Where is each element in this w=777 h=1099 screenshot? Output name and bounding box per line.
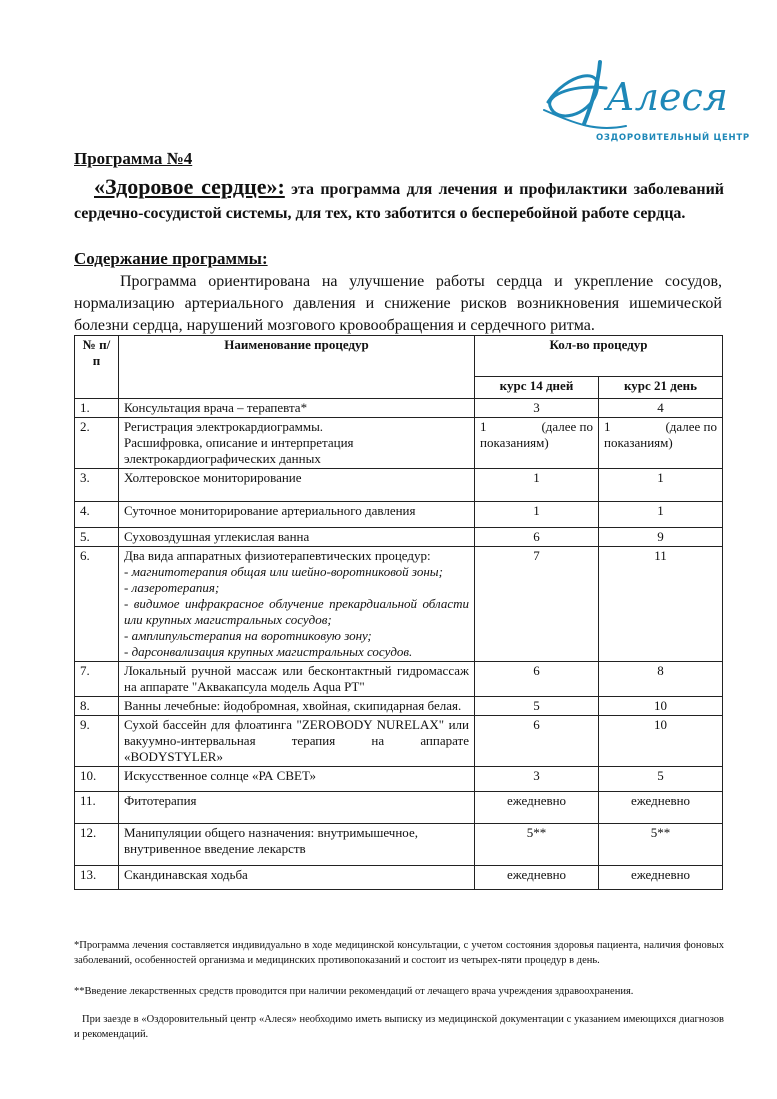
row-num: 2. bbox=[75, 418, 119, 469]
row-name: Холтеровское мониторирование bbox=[119, 469, 475, 502]
row-q14-c: показаниям) bbox=[480, 435, 549, 450]
row-q14: ежедневно bbox=[475, 866, 599, 890]
row-q14 bbox=[475, 418, 599, 469]
row-q21: ежедневно bbox=[599, 866, 723, 890]
row-num: 3. bbox=[75, 469, 119, 502]
row-q21-a: 1 bbox=[604, 419, 611, 434]
row-q14: 5** bbox=[475, 824, 599, 866]
row-q21: 8 bbox=[599, 662, 723, 697]
table-row bbox=[75, 528, 723, 547]
row-q14: 3 bbox=[475, 767, 599, 792]
table-row bbox=[75, 502, 723, 528]
table-row bbox=[75, 399, 723, 418]
row-q21: 10 bbox=[599, 716, 723, 767]
row-sub-item: - магнитотерапия общая или шейно-воротниковой зоны; bbox=[124, 564, 443, 579]
row-q21: 4 bbox=[599, 399, 723, 418]
row-num: 5. bbox=[75, 528, 119, 547]
row-q14-a: 1 bbox=[480, 419, 487, 434]
col-qty-header: Кол-во процедур bbox=[475, 336, 723, 377]
table-row bbox=[75, 662, 723, 697]
row-name-line: Регистрация электрокардиограммы. bbox=[124, 419, 324, 434]
row-name: Скандинавская ходьба bbox=[119, 866, 475, 890]
row-q21-b: (далее по bbox=[665, 419, 717, 434]
row-name-line: Два вида аппаратных физиотерапевтических процедур: bbox=[124, 548, 431, 563]
row-name: Манипуляции общего назначения: внутримышечное, внутривенное введение лекарств bbox=[119, 824, 475, 866]
program-title: Программа №4 bbox=[74, 149, 193, 168]
table-row bbox=[75, 697, 723, 716]
content-text: Программа ориентирована на улучшение работы сердца и укрепление сосудов, нормализацию артериального давления и снижение рисков возникновения ишемической болезни сердца, нарушений мозгового кровообращения и сердечного ритма. bbox=[74, 273, 722, 334]
table-row bbox=[75, 824, 723, 866]
row-q21: 10 bbox=[599, 697, 723, 716]
table-row bbox=[75, 418, 723, 469]
row-num: 12. bbox=[75, 824, 119, 866]
row-q14: 3 bbox=[475, 399, 599, 418]
row-name: Искусственное солнце «РА СВЕТ» bbox=[119, 767, 475, 792]
row-num: 11. bbox=[75, 792, 119, 824]
row-q14: 6 bbox=[475, 716, 599, 767]
row-num: 13. bbox=[75, 866, 119, 890]
row-num: 10. bbox=[75, 767, 119, 792]
row-num: 6. bbox=[75, 547, 119, 662]
row-q14: 7 bbox=[475, 547, 599, 662]
row-q21: ежедневно bbox=[599, 792, 723, 824]
table-row bbox=[75, 716, 723, 767]
logo-script: Алеся bbox=[606, 75, 728, 119]
row-q14-b: (далее по bbox=[541, 419, 593, 434]
program-intro: эта программа для лечения и профилактики заболеваний сердечно-сосудистой системы, для тех, кто заботится о бесперебойной работе сердца. bbox=[74, 181, 725, 222]
row-num: 8. bbox=[75, 697, 119, 716]
footnote-3: При заезде в «Оздоровительный центр «Алеся» необходимо иметь выписку из медицинской документации с указанием имеющихся диагнозов и рекомендаций. bbox=[74, 1014, 724, 1040]
row-q14: ежедневно bbox=[475, 792, 599, 824]
row-sub-item: - амплипульстерапия на воротниковую зону; bbox=[124, 628, 372, 643]
row-sub-item: - лазеротерапия; bbox=[124, 580, 220, 595]
program-name: «Здоровое сердце»: bbox=[94, 174, 285, 199]
col-21-header: курс 21 день bbox=[599, 377, 723, 399]
row-q21: 1 bbox=[599, 469, 723, 502]
row-num: 1. bbox=[75, 399, 119, 418]
row-num: 7. bbox=[75, 662, 119, 697]
row-q21: 11 bbox=[599, 547, 723, 662]
row-name: Локальный ручной массаж или бесконтактный гидромассаж на аппарате "Аквакапсула модель Aqua PT" bbox=[119, 662, 475, 697]
row-name: Суховоздушная углекислая ванна bbox=[119, 528, 475, 547]
table-row bbox=[75, 792, 723, 824]
row-name bbox=[119, 418, 475, 469]
row-sub-item: - видимое инфракрасное облучение прекардиальной области или крупных магистральных сосудов; bbox=[124, 596, 469, 627]
footnote-2: **Введение лекарственных средств проводится при наличии рекомендаций от лечащего врача учреждения здравоохранения. bbox=[74, 986, 634, 997]
footnote-1: *Программа лечения составляется индивидуально в ходе медицинской консультации, с учетом состояния здоровья пациента, наличия фоновых заболеваний, особенностей организма и медицинских противопоказаний и состоит из четырех-пяти процедур в день. bbox=[74, 940, 724, 966]
row-name bbox=[119, 547, 475, 662]
row-q21: 1 bbox=[599, 502, 723, 528]
row-name: Сухой бассейн для флоатинга "ZEROBODY NURELAX" или вакуумно-интервальная терапия на аппарате «BODYSTYLER» bbox=[119, 716, 475, 767]
row-num: 9. bbox=[75, 716, 119, 767]
row-name: Консультация врача – терапевта* bbox=[119, 399, 475, 418]
col-num-header: № п/п bbox=[75, 336, 119, 399]
row-name: Фитотерапия bbox=[119, 792, 475, 824]
row-q21: 9 bbox=[599, 528, 723, 547]
row-name-line: Расшифровка, описание и интерпретация электрокардиографических данных bbox=[124, 435, 354, 466]
table-row bbox=[75, 547, 723, 662]
procedures-table bbox=[74, 335, 723, 890]
row-num: 4. bbox=[75, 502, 119, 528]
row-q14: 6 bbox=[475, 528, 599, 547]
table-row bbox=[75, 767, 723, 792]
table-row bbox=[75, 469, 723, 502]
logo-subtitle: ОЗДОРОВИТЕЛЬНЫЙ ЦЕНТР bbox=[596, 133, 750, 143]
row-q21: 5 bbox=[599, 767, 723, 792]
col-14-header: курс 14 дней bbox=[475, 377, 599, 399]
row-sub-item: - дарсонвализация крупных магистральных сосудов. bbox=[124, 644, 413, 659]
content-heading: Содержание программы: bbox=[74, 249, 268, 268]
program-intro-block bbox=[74, 175, 724, 226]
row-q14: 6 bbox=[475, 662, 599, 697]
row-q21 bbox=[599, 418, 723, 469]
row-q14: 1 bbox=[475, 502, 599, 528]
col-name-header: Наименование процедур bbox=[119, 336, 475, 399]
row-q21: 5** bbox=[599, 824, 723, 866]
table-row bbox=[75, 866, 723, 890]
row-q14: 5 bbox=[475, 697, 599, 716]
table-header-row bbox=[75, 336, 723, 377]
row-q21-c: показаниям) bbox=[604, 435, 673, 450]
row-q14: 1 bbox=[475, 469, 599, 502]
row-name: Ванны лечебные: йодобромная, хвойная, скипидарная белая. bbox=[119, 697, 475, 716]
row-name: Суточное мониторирование артериального давления bbox=[119, 502, 475, 528]
